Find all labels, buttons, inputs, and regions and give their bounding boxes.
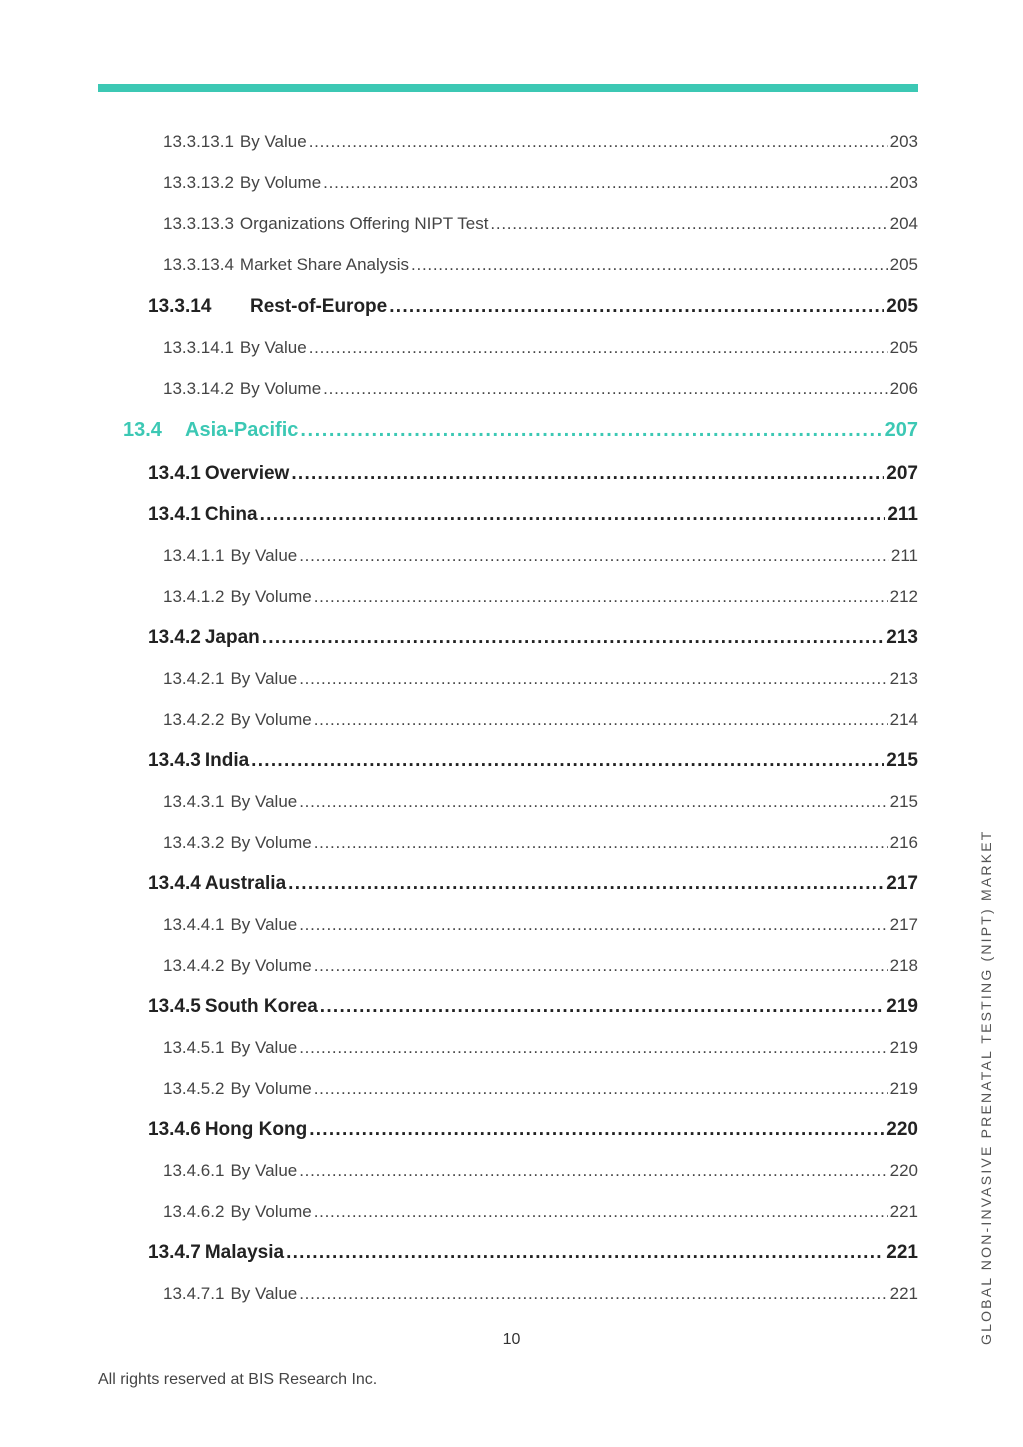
toc-title: By Value: [230, 1284, 298, 1303]
toc-title: Hong Kong: [204, 1119, 308, 1140]
toc-page: 218: [889, 956, 918, 975]
toc-title: By Value: [230, 669, 298, 688]
toc-page: 213: [889, 669, 918, 688]
toc-leader: [490, 214, 887, 234]
toc-entry[interactable]: [163, 546, 918, 566]
toc-leader: [309, 132, 888, 152]
toc-entry[interactable]: [163, 587, 918, 607]
toc-title: South Korea: [204, 996, 318, 1017]
toc-entry[interactable]: [163, 1284, 918, 1304]
toc-page: 221: [886, 1242, 918, 1263]
toc-title: Malaysia: [204, 1242, 285, 1263]
toc-title: Market Share Analysis: [239, 255, 410, 274]
toc-number: 13.4.4.2: [163, 956, 225, 975]
toc-leader: [323, 173, 887, 193]
toc-title: China: [204, 504, 258, 525]
toc-entry[interactable]: [148, 750, 918, 772]
toc-number: 13.4.3.1: [163, 792, 225, 811]
toc-title: Organizations Offering NIPT Test: [239, 214, 489, 233]
toc-page: 220: [886, 1119, 918, 1140]
toc-leader: [299, 546, 889, 566]
toc-number: 13.4.5.1: [163, 1038, 225, 1057]
toc-entry[interactable]: [148, 1242, 918, 1264]
toc-entry[interactable]: [163, 1161, 918, 1181]
toc-entry[interactable]: [148, 996, 918, 1018]
toc-page: 213: [886, 627, 918, 648]
footer-copyright: All rights reserved at BIS Research Inc.: [98, 1371, 378, 1388]
toc-leader: [299, 1038, 887, 1058]
toc-number: 13.3.13.4: [163, 255, 234, 274]
toc-number: 13.4.1.1: [163, 546, 225, 565]
toc-leader: [291, 463, 884, 485]
toc-leader: [314, 1202, 888, 1222]
toc-number: 13.3.14: [148, 296, 212, 317]
toc-leader: [260, 504, 886, 526]
toc-page: 203: [889, 132, 918, 151]
toc-number: 13.4.3.2: [163, 833, 225, 852]
toc-number: 13.3.13.3: [163, 214, 234, 233]
toc-leader: [262, 627, 885, 649]
toc-number: 13.3.14.1: [163, 338, 234, 357]
toc-page: 219: [889, 1038, 918, 1057]
toc-number: 13.4.7: [148, 1242, 201, 1263]
toc-title: By Value: [230, 1161, 298, 1180]
toc-entry[interactable]: [163, 338, 918, 358]
toc-page: 216: [889, 833, 918, 852]
toc-entry[interactable]: [163, 956, 918, 976]
toc-entry[interactable]: [163, 710, 918, 730]
toc-title: By Value: [230, 792, 298, 811]
toc-entry[interactable]: [163, 132, 918, 152]
page-number: 10: [502, 1331, 521, 1348]
toc-leader: [314, 956, 888, 976]
toc-title: Japan: [204, 627, 260, 648]
toc-entry[interactable]: [148, 1119, 918, 1141]
toc-number: 13.3.14.2: [163, 379, 234, 398]
toc-leader: [288, 873, 884, 895]
toc-leader: [299, 915, 887, 935]
toc-page: 204: [889, 214, 918, 233]
toc-page: 215: [889, 792, 918, 811]
toc-leader: [299, 792, 887, 812]
toc-title: Australia: [204, 873, 287, 894]
toc-entry[interactable]: [163, 255, 918, 275]
toc-entry[interactable]: [163, 214, 918, 234]
toc-page: 205: [889, 338, 918, 357]
toc-page: 206: [889, 379, 918, 398]
toc-page: 211: [887, 504, 918, 525]
toc-title: India: [204, 750, 250, 771]
toc-title: Overview: [204, 463, 290, 484]
toc-page: 205: [886, 296, 918, 317]
toc-page: 214: [889, 710, 918, 729]
toc-entry[interactable]: [148, 463, 918, 485]
toc-title: By Volume: [239, 379, 322, 398]
toc-leader: [309, 1119, 884, 1141]
toc-entry[interactable]: [148, 873, 918, 895]
toc-number: 13.4.4.1: [163, 915, 225, 934]
toc-entry[interactable]: [148, 627, 918, 649]
toc-page: 212: [889, 587, 918, 606]
toc-number: 13.4.6: [148, 1119, 201, 1140]
toc-number: 13.3.13.1: [163, 132, 234, 151]
toc-leader: [389, 296, 884, 318]
toc-entry[interactable]: [163, 915, 918, 935]
toc-entry[interactable]: [163, 173, 918, 193]
toc-leader: [314, 710, 888, 730]
toc-title: Asia-Pacific: [185, 419, 299, 441]
toc-leader: [314, 833, 888, 853]
toc-title: By Value: [239, 132, 307, 151]
toc-number: 13.3.13.2: [163, 173, 234, 192]
toc-number: 13.4: [123, 419, 162, 441]
toc-leader: [411, 255, 888, 275]
toc-page: 205: [889, 255, 918, 274]
toc-page: 217: [889, 915, 918, 934]
toc-title: By Volume: [230, 1202, 312, 1221]
toc-title: By Volume: [230, 956, 312, 975]
toc-entry[interactable]: [163, 1038, 918, 1058]
toc-number: 13.4.1.2: [163, 587, 225, 606]
toc-number: 13.4.2.2: [163, 710, 225, 729]
toc-title: By Value: [239, 338, 307, 357]
toc-leader: [251, 750, 884, 772]
toc-entry[interactable]: [163, 379, 918, 399]
toc-number: 13.4.2: [148, 627, 201, 648]
toc-page: 211: [890, 546, 918, 565]
toc-page: 219: [886, 996, 918, 1017]
toc-entry[interactable]: [123, 419, 918, 442]
header-accent-bar: [98, 84, 918, 92]
toc-leader: [309, 338, 888, 358]
toc-page: 221: [889, 1202, 918, 1221]
toc-number: 13.4.1: [148, 463, 201, 484]
toc-title: By Volume: [239, 173, 322, 192]
toc-number: 13.4.3: [148, 750, 201, 771]
toc-page: 220: [889, 1161, 918, 1180]
toc-title: By Value: [230, 915, 298, 934]
toc-entry[interactable]: [163, 833, 918, 853]
toc-leader: [299, 1284, 887, 1304]
toc-leader: [314, 587, 888, 607]
toc-number: 13.4.5.2: [163, 1079, 225, 1098]
toc-title: By Volume: [230, 587, 312, 606]
toc-entry[interactable]: [163, 1079, 918, 1099]
toc-entry[interactable]: [163, 669, 918, 689]
toc-page: 217: [886, 873, 918, 894]
toc-page: 207: [886, 463, 918, 484]
toc-title: By Value: [230, 1038, 298, 1057]
toc-entry[interactable]: [163, 792, 918, 812]
toc-title: By Volume: [230, 710, 312, 729]
toc-leader: [286, 1242, 884, 1264]
toc-number: 13.4.1: [148, 504, 201, 525]
toc-title: By Volume: [230, 1079, 312, 1098]
toc-page: 215: [886, 750, 918, 771]
toc-number: 13.4.4: [148, 873, 201, 894]
toc-number: 13.4.6.2: [163, 1202, 225, 1221]
toc-title: By Volume: [230, 833, 312, 852]
toc-entry[interactable]: [148, 504, 918, 526]
toc-leader: [300, 419, 882, 442]
toc-leader: [323, 379, 887, 399]
toc-entry[interactable]: [148, 296, 918, 318]
toc-page: 221: [889, 1284, 918, 1303]
toc-page: 219: [889, 1079, 918, 1098]
toc-number: 13.4.5: [148, 996, 201, 1017]
toc-number: 13.4.6.1: [163, 1161, 225, 1180]
side-report-title: GLOBAL NON-INVASIVE PRENATAL TESTING (NIPT) MARKET: [978, 829, 994, 1345]
toc-page: 203: [889, 173, 918, 192]
toc-number: 13.4.2.1: [163, 669, 225, 688]
toc-title: By Value: [230, 546, 298, 565]
toc-leader: [299, 669, 887, 689]
toc-number: 13.4.7.1: [163, 1284, 225, 1303]
toc-leader: [320, 996, 885, 1018]
toc-leader: [299, 1161, 887, 1181]
toc-entry[interactable]: [163, 1202, 918, 1222]
toc-title: Rest-of-Europe: [250, 296, 388, 317]
toc-page: 207: [884, 419, 918, 441]
toc-leader: [314, 1079, 888, 1099]
